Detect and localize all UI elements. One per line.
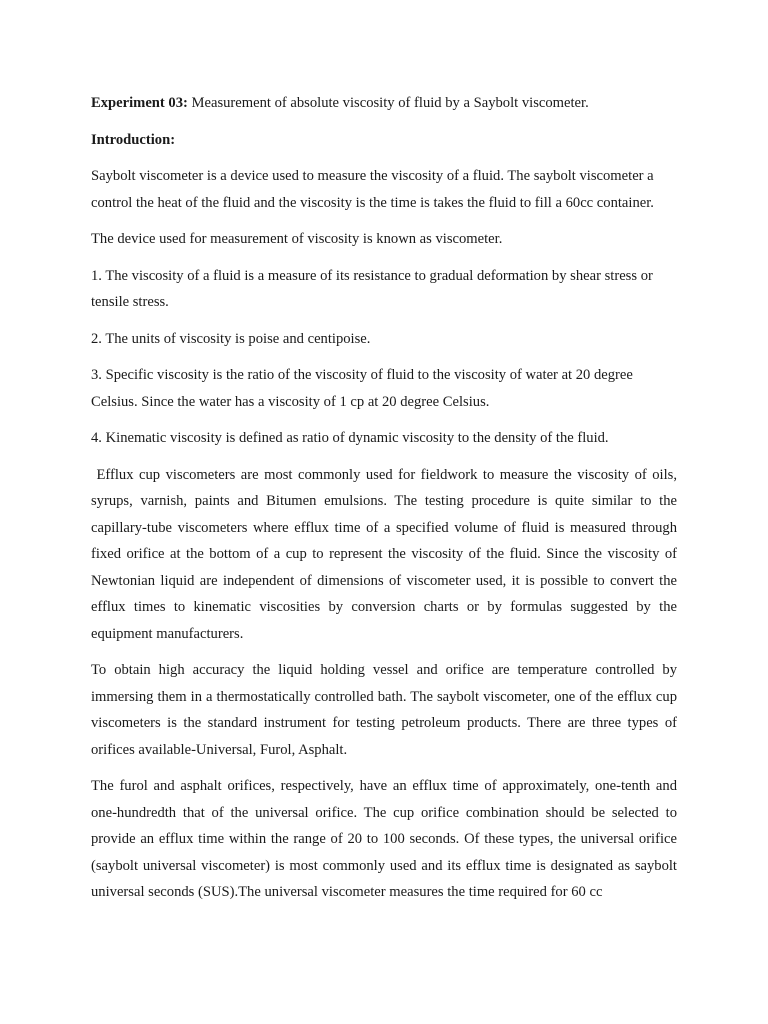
introduction-label: Introduction: <box>91 131 176 148</box>
paragraph-point-2: 2. The units of viscosity is poise and centipoise. <box>91 330 371 347</box>
paragraph-point-4: 4. Kinematic viscosity is defined as ratio of dynamic viscosity to the density of the fluid. <box>91 430 609 446</box>
experiment-title: Measurement of absolute viscosity of fluid by a Saybolt viscometer. <box>187 95 589 111</box>
paragraph-orifices: The furol and asphalt orifices, respectively, have an efflux time of approximately, one-tenth and one-hundredth that of the universal orifice. The cup orifice combination should be selected to provide an efflux time within the range of 20 to 100 seconds. Of these types, the universal orifice (saybolt universal viscometer) is most commonly used and its efflux time is designated as saybolt universal seconds (SUS).The universal viscometer measures the time required for 60 cc <box>91 778 677 900</box>
paragraph-viscometer: The device used for measurement of viscosity is known as viscometer. <box>91 231 503 247</box>
document-page <box>91 90 681 916</box>
experiment-heading <box>91 90 677 117</box>
paragraph-point-3: 3. Specific viscosity is the ratio of the viscosity of fluid to the viscosity of water at 20 degree Celsius. Since the water has a viscosity of 1 cp at 20 degree Celsius. <box>91 367 633 410</box>
paragraph-saybolt-definition: Saybolt viscometer is a device used to measure the viscosity of a fluid. The saybolt viscometer a control the heat of the fluid and the viscosity is the time is takes the fluid to fill a 60cc container. <box>91 168 654 211</box>
introduction-heading <box>91 127 677 154</box>
paragraph-efflux-cup: Efflux cup viscometers are most commonly used for fieldwork to measure the viscosity of oils, syrups, varnish, paints and Bitumen emulsions. The testing procedure is quite similar to the capillary-tube viscometers where efflux time of a specified volume of fluid is measured through fixed orifice at the bottom of a cup to represent the viscosity of the fluid. Since the viscosity of Newtonian liquid are independent of dimensions of viscometer used, it is possible to convert the efflux times to kinematic viscosities by conversion charts or by formulas suggested by the equipment manufacturers. <box>91 466 681 642</box>
paragraph-accuracy: To obtain high accuracy the liquid holding vessel and orifice are temperature controlled by immersing them in a thermostatically controlled bath. The saybolt viscometer, one of the efflux cup viscometers is the standard instrument for testing petroleum products. There are three types of orifices available-Universal, Furol, Asphalt. <box>91 662 677 758</box>
paragraph-point-1: 1. The viscosity of a fluid is a measure of its resistance to gradual deformation by shear stress or tensile stress. <box>91 267 653 310</box>
experiment-label: Experiment 03: <box>91 95 188 111</box>
